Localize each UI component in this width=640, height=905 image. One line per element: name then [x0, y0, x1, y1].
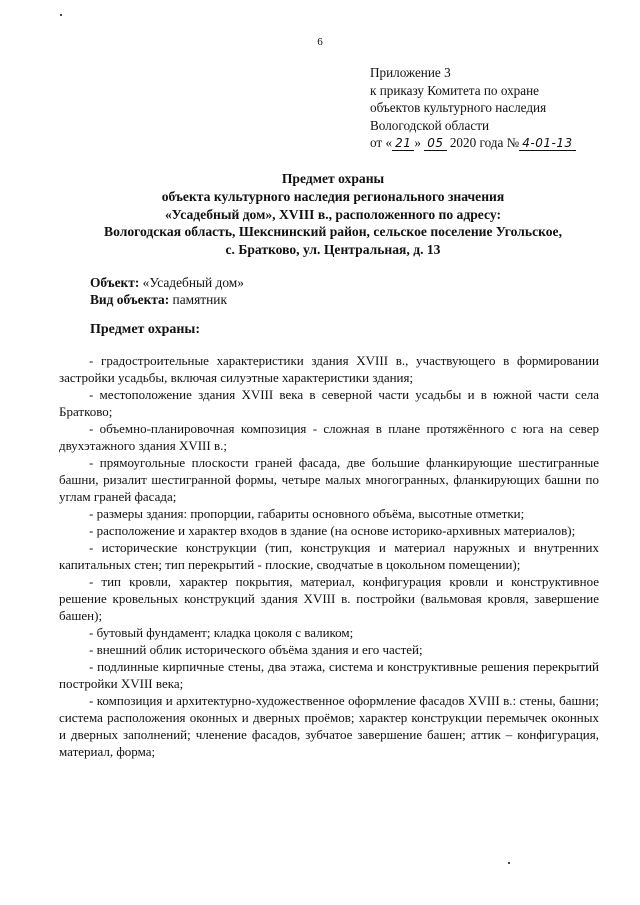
list-item: - прямоугольные плоскости граней фасада, две большие фланкирующие шестигранные башни, ризалит шестигранной формы, четыре малых многогранных, фланкирующих башни по углам граней фасада; — [59, 455, 599, 504]
section-heading: Предмет охраны: — [90, 322, 201, 337]
list-item: - подлинные кирпичные стены, два этажа, система и конструктивные решения перекрытий постройки XVIII века; — [59, 659, 599, 691]
title-line: с. Братково, ул. Центральная, д. 13 — [225, 242, 441, 258]
object-value: «Усадебный дом» — [142, 275, 244, 290]
appendix-line: Приложение 3 — [370, 65, 451, 80]
protection-items-list — [59, 352, 599, 760]
scan-speck — [60, 14, 62, 16]
appendix-line: объектов культурного наследия — [370, 100, 547, 115]
list-item: - композиция и архитектурно-художественное оформление фасадов XVIII в.: стены, башни; система расположения оконных и дверных проёмов; характер конструкции перемычек оконных и дверных заполнений; членение фасадов, зубчатое завершение башен; аттик – конфигурация, материал, форма; — [59, 693, 599, 759]
list-item: - расположение и характер входов в здание (на основе историко-архивных материалов); — [89, 523, 576, 538]
date-year: 2020 года № — [449, 135, 520, 150]
appendix-block — [370, 64, 620, 152]
list-item: - внешний облик исторического объёма здания и его частей; — [89, 642, 423, 657]
handwritten-order-number: 4-01-13 — [519, 137, 575, 151]
object-line — [90, 274, 590, 291]
object-type-value: памятник — [172, 292, 227, 307]
list-item: - градостроительные характеристики здания XVIII в., участвующего в формировании застройки усадьбы, включая силуэтные характеристики здания; — [59, 353, 599, 385]
page-number: 6 — [317, 36, 323, 48]
handwritten-month: 05 — [424, 137, 446, 151]
object-info — [90, 274, 590, 308]
date-mid: » — [414, 135, 421, 150]
appendix-date-line — [370, 134, 620, 152]
list-item: - бутовый фундамент; кладка цоколя с валиком; — [89, 625, 354, 640]
handwritten-day: 21 — [392, 137, 414, 151]
appendix-line: Вологодской области — [370, 117, 490, 133]
appendix-line: к приказу Комитета по охране — [370, 82, 540, 98]
list-item: - объемно-планировочная композиция - сложная в плане протяжённого с юга на север двухэтажного здания XVIII в.; — [59, 421, 599, 453]
list-item: - местоположение здания XVIII века в северной части усадьбы и в южной части села Братково; — [59, 387, 599, 419]
object-type-line — [90, 291, 590, 308]
document-title — [40, 170, 626, 259]
object-type-label: Вид объекта: — [90, 292, 170, 307]
scan-speck — [508, 862, 510, 864]
date-prefix: от « — [370, 135, 393, 150]
title-line: Предмет охраны — [281, 171, 385, 186]
list-item: - тип кровли, характер покрытия, материал, конфигурация кровли и конструктивное решение кровельных конструкций здания XVIII в. постройки (вальмовая кровля, завершение башен); — [59, 574, 599, 623]
title-line: Вологодская область, Шекснинский район, сельское поселение Угольское, — [104, 224, 562, 240]
object-label: Объект: — [90, 275, 140, 290]
title-line: «Усадебный дом», XVIII в., расположенного по адресу: — [165, 206, 501, 222]
title-line: объекта культурного наследия регионального значения — [161, 188, 505, 204]
list-item: - размеры здания: пропорции, габариты основного объёма, высотные отметки; — [89, 506, 525, 521]
list-item: - исторические конструкции (тип, конструкция и материал наружных и внутренних капитальных стен; тип перекрытий - плоские, сводчатые в цокольном помещении); — [59, 540, 599, 572]
